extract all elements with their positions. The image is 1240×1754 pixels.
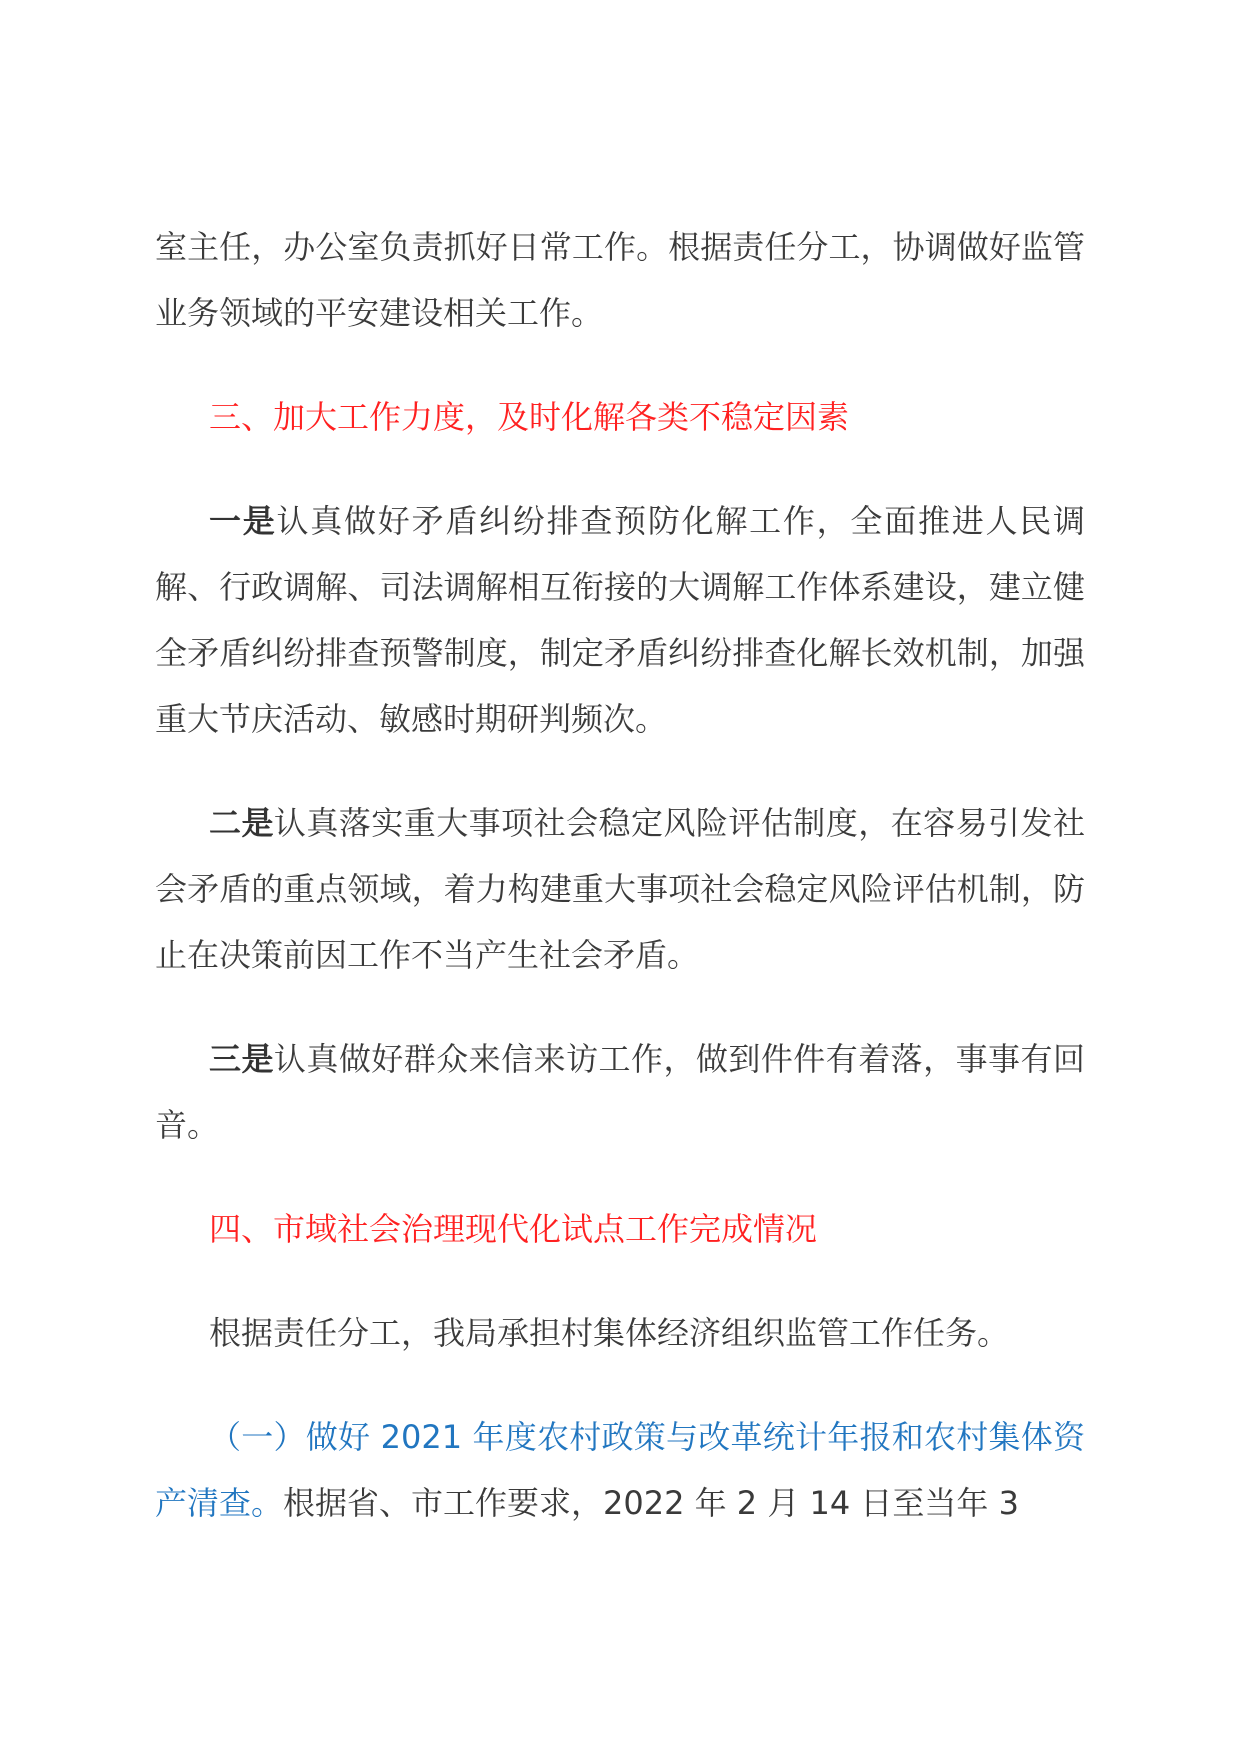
paragraph-item-two [155,790,1085,988]
item-lead-one: 一是 [209,502,277,540]
item-text-one: 认真做好矛盾纠纷排查预防化解工作，全面推进人民调解、行政调解、司法调解相互衔接的大调解工作体系建设，建立健全矛盾纠纷排查预警制度，制定矛盾纠纷排查化解长效机制，加强重大节庆活动、敏感时期研判频次。 [155,502,1085,738]
paragraph-item-three [155,1026,1085,1158]
item-lead-two: 二是 [209,804,274,842]
item-text-two: 认真落实重大事项社会稳定风险评估制度，在容易引发社会矛盾的重点领域，着力构建重大事项社会稳定风险评估机制，防止在决策前因工作不当产生社会矛盾。 [155,804,1085,974]
subsection-text-one: 根据省、市工作要求，2022 年 2 月 14 日至当年 3 [283,1484,1019,1522]
item-lead-three: 三是 [209,1040,274,1078]
section-heading-three: 三、加大工作力度，及时化解各类不稳定因素 [209,398,850,436]
subsection-lead-one: （一）做好 2021 年度农村政策与改革统计年报和农村集体资产清查。 [155,1418,1085,1522]
paragraph-subsection-one [155,1404,1085,1536]
paragraph-item-one [155,488,1085,752]
paragraph-office-duties: 室主任，办公室负责抓好日常工作。根据责任分工，协调做好监管业务领域的平安建设相关工作。 [155,228,1085,332]
section-heading-four: 四、市域社会治理现代化试点工作完成情况 [209,1210,818,1248]
document-page [155,214,1085,1536]
paragraph-responsibility: 根据责任分工，我局承担村集体经济组织监管工作任务。 [209,1314,1010,1352]
item-text-three: 认真做好群众来信来访工作，做到件件有着落，事事有回音。 [155,1040,1085,1144]
